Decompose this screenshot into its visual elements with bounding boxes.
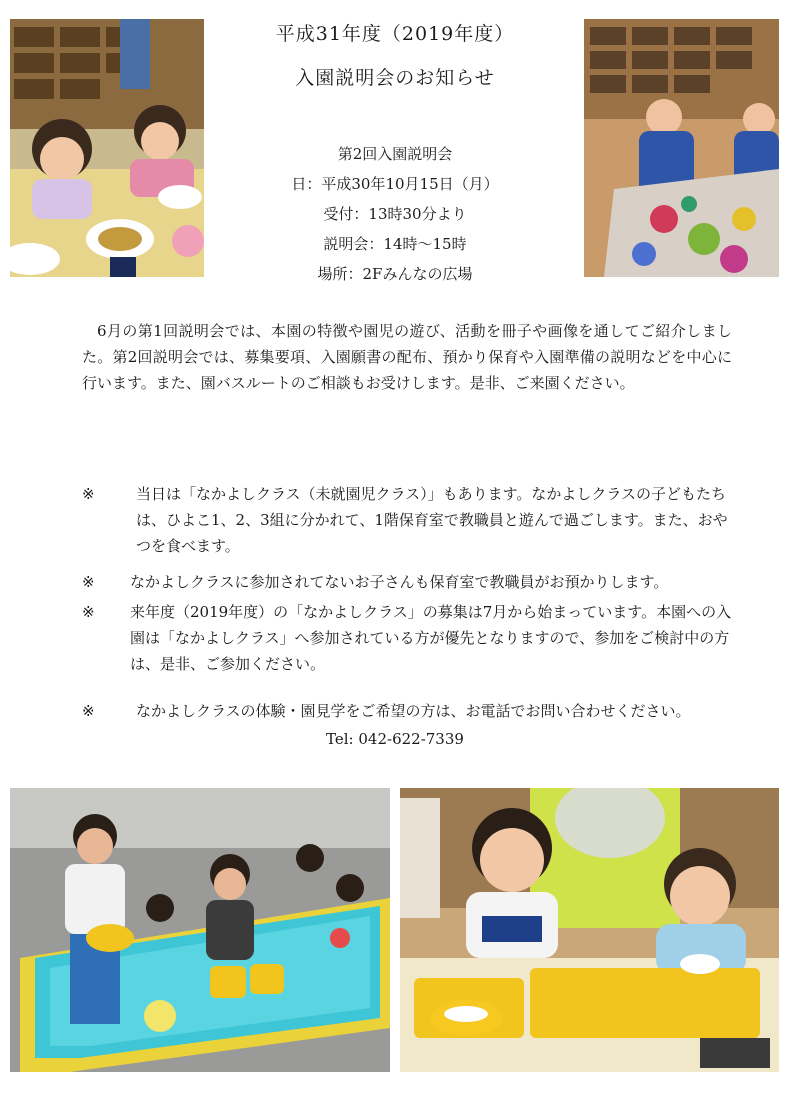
photo-pool-play — [10, 788, 390, 1072]
note-mark: ※ — [82, 573, 95, 591]
event-name: 第2回入園説明会 — [337, 145, 453, 163]
photo-children-clay — [400, 788, 779, 1072]
note-mark: ※ — [82, 603, 95, 621]
note-mark: ※ — [82, 485, 95, 503]
note-mark: ※ — [82, 702, 95, 720]
note-text: 当日は「なかよしクラス（未就園児クラス）」もあります。なかよしクラスの子どもたちは、ひよこ1、2、3組に分かれて、1階保育室で教職員と遊んで過ごします。また、おやつを食べます。 — [136, 485, 728, 555]
note-text: 来年度（2019年度）の「なかよしクラス」の募集は7月から始まっています。本園への入園は「なかよしクラス」へ参加されている方が優先となりますので、参加をご検討中の方は、是非、ご参加ください。 — [130, 603, 732, 673]
intro-paragraph: 6月の第1回説明会では、本園の特徴や園児の遊び、活動を冊子や画像を通してご紹介しました。第2回説明会では、募集要項、入園願書の配布、預かり保育や入園準備の説明などを中心に行います。また、園バスルートのご相談もお受けします。是非、ご来園ください。 — [82, 322, 732, 392]
event-reception: 受付：13時30分より — [323, 205, 467, 223]
photo-children-painting — [584, 19, 779, 277]
event-place: 場所：2Fみんなの広場 — [317, 265, 473, 283]
note-text: なかよしクラスに参加されてないお子さんも保育室で教職員がお預かりします。 — [130, 573, 669, 591]
note-text: なかよしクラスの体験・園見学をご希望の方は、お電話でお問い合わせください。 — [136, 702, 691, 720]
event-date: 日：平成30年10月15日（月） — [291, 175, 499, 193]
photo-children-eating — [10, 19, 204, 277]
contact-tel: Tel: 042-622-7339 — [326, 730, 464, 748]
page-title-year: 平成31年度（2019年度） — [275, 23, 515, 45]
page-title: 入園説明会のお知らせ — [295, 67, 495, 89]
event-time: 説明会：14時～15時 — [323, 235, 467, 253]
